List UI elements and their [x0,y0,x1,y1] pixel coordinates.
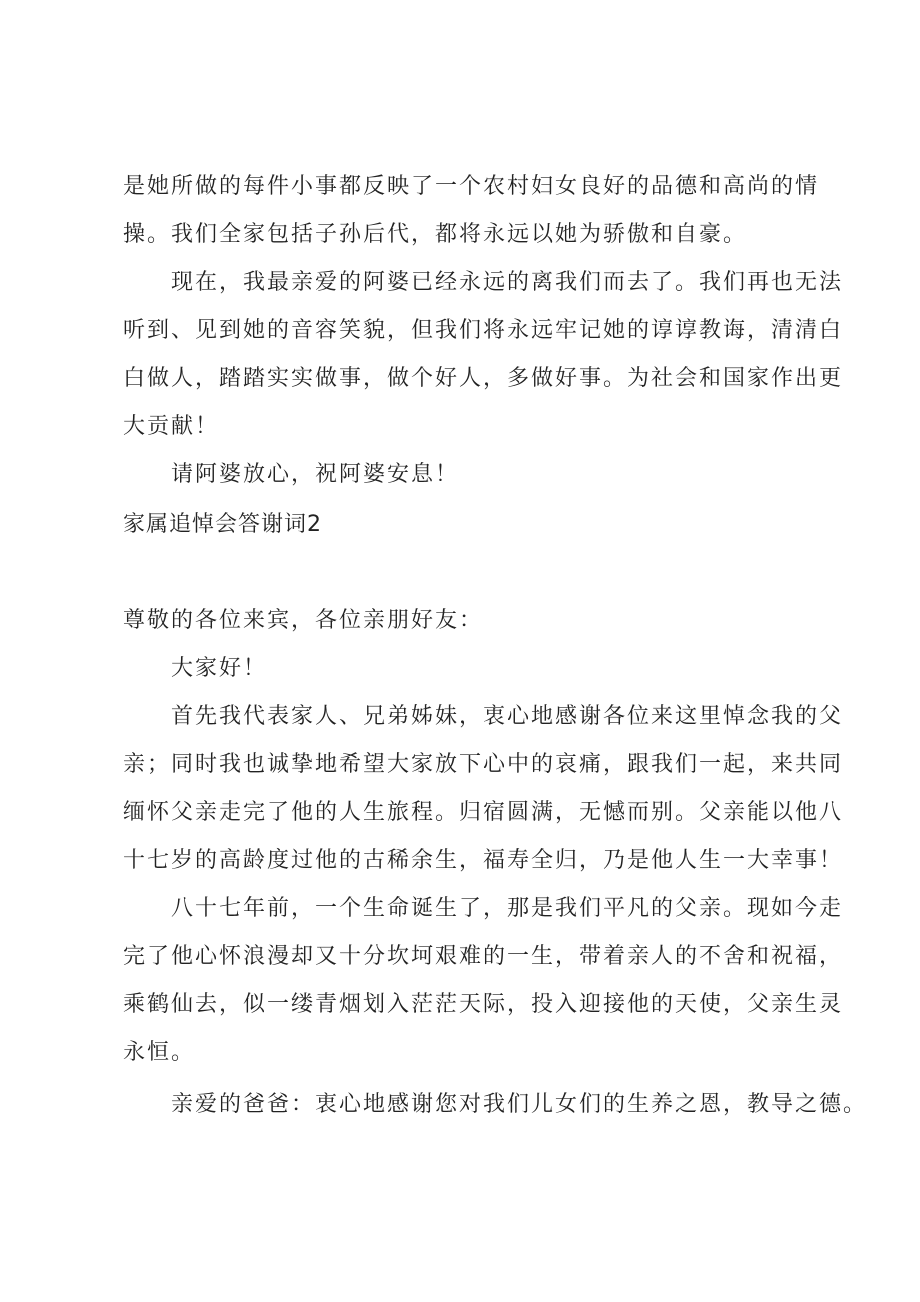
greeting: 大家好！ [171,656,268,681]
paragraph-line: 十七岁的高龄度过他的古稀余生，福寿全归，乃是他人生一大幸事！ [123,848,844,873]
paragraph-line: 操。我们全家包括子孙后代，都将永远以她为骄傲和自豪。 [123,222,748,247]
paragraph-line: 缅怀父亲走完了他的人生旅程。归宿圆满，无憾而别。父亲能以他八 [123,800,844,825]
paragraph-line: 白做人，踏踏实实做事，做个好人，多做好事。为社会和国家作出更 [123,366,844,391]
section-heading: 家属追悼会答谢词2 [123,512,322,537]
salutation: 尊敬的各位来宾，各位亲朋好友： [123,608,484,633]
paragraph-line: 请阿婆放心，祝阿婆安息！ [171,462,460,487]
paragraph-line: 现在，我最亲爱的阿婆已经永远的离我们而去了。我们再也无法 [171,270,844,295]
paragraph-line: 首先我代表家人、兄弟姊妹，衷心地感谢各位来这里悼念我的父 [171,704,844,729]
paragraph-line: 八十七年前，一个生命诞生了，那是我们平凡的父亲。现如今走 [171,896,844,921]
paragraph-line: 是她所做的每件小事都反映了一个农村妇女良好的品德和高尚的情 [123,174,820,199]
paragraph-line: 亲爱的爸爸：衷心地感谢您对我们儿女们的生养之恩，教导之德。 [171,1092,868,1117]
paragraph-line: 听到、见到她的音容笑貌，但我们将永远牢记她的谆谆教诲，清清白 [123,318,844,343]
paragraph-line: 完了他心怀浪漫却又十分坎坷艰难的一生，带着亲人的不舍和祝福， [123,944,844,969]
paragraph-line: 永恒。 [123,1040,196,1065]
paragraph-line: 大贡献！ [123,414,220,439]
paragraph-line: 乘鹤仙去，似一缕青烟划入茫茫天际，投入迎接他的天使，父亲生灵 [123,992,844,1017]
paragraph-line: 亲；同时我也诚挚地希望大家放下心中的哀痛，跟我们一起，来共同 [123,752,844,777]
